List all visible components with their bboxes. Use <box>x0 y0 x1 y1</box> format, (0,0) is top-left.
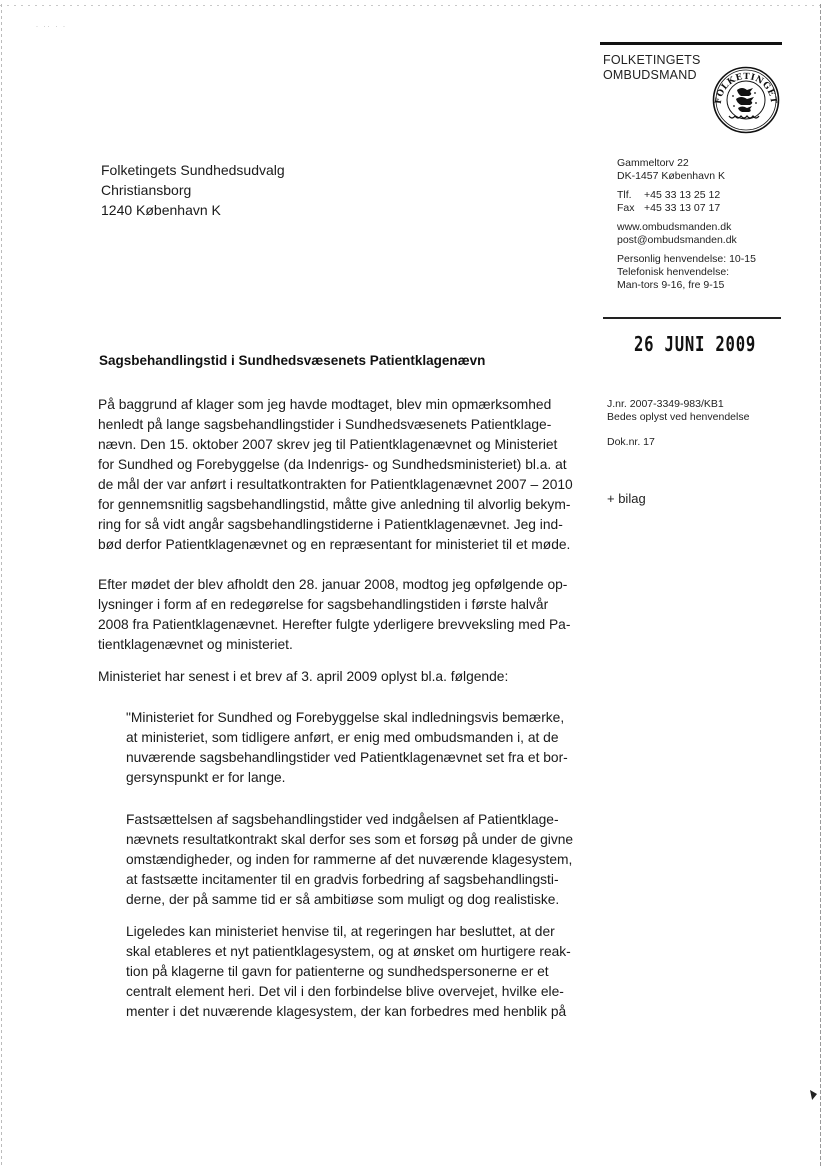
letterhead-org-name <box>603 53 701 83</box>
text-line: nævn. Den 15. oktober 2007 skrev jeg til Patientklagenævnet og Ministeriet <box>98 437 558 452</box>
reference-block <box>607 398 749 424</box>
text-line: derne, der på samme tid er så ambitiøse som muligt og dog realistiske. <box>126 892 560 907</box>
text-line: tientklagenævnet og ministeriet. <box>98 637 293 652</box>
hours-phone-label: Telefonisk henvendelse: <box>617 266 730 278</box>
sender-city: DK-1457 København K <box>617 170 725 182</box>
coat-of-arms-seal-icon <box>712 66 780 134</box>
reference-note: Bedes oplyst ved henvendelse <box>607 411 750 423</box>
scan-artifact: · ·· · · <box>36 24 67 30</box>
attachment-note: + bilag <box>607 491 646 506</box>
org-name-line1: FOLKETINGETS <box>603 53 701 67</box>
text-line: "Ministeriet for Sundhed og Forebyggelse skal indledningsvis bemærke, <box>126 710 565 725</box>
quote-paragraph-1 <box>126 708 586 788</box>
office-hours <box>617 253 756 292</box>
fax-row <box>617 202 756 215</box>
hours-phone: Man-tors 9-16, fre 9-15 <box>617 279 725 291</box>
recipient-line3: 1240 København K <box>101 202 221 218</box>
quote-paragraph-2 <box>126 810 586 910</box>
text-line: bød derfor Patientklagenævnet og en repræsentant for ministeriet til et møde. <box>98 537 571 552</box>
phone-number: +45 33 13 25 12 <box>644 189 721 201</box>
text-line: gersynspunkt er for lange. <box>126 770 286 785</box>
phone-row <box>617 189 756 202</box>
date-stamp: 26 JUNI 2009 <box>634 332 757 356</box>
paragraph-2 <box>98 575 578 655</box>
text-line: lysninger i form af en redegørelse for sagsbehandlingstiden i første halvår <box>98 597 549 612</box>
email: post@ombudsmanden.dk <box>617 234 737 246</box>
text-line: På baggrund af klager som jeg havde modtaget, blev min opmærksomhed <box>98 397 552 412</box>
recipient-address <box>101 160 285 220</box>
text-line: omstændigheder, og inden for rammerne af det nuværende klagesystem, <box>126 852 573 867</box>
document-number: Dok.nr. 17 <box>607 436 655 448</box>
text-line: at ministeriet, som tidligere anført, er enig med ombudsmanden i, at de <box>126 730 559 745</box>
text-line: centralt element heri. Det vil i den forbindelse blive overvejet, hvilke ele- <box>126 984 564 999</box>
text-line: menter i det nuværende klagesystem, der kan forbedres med henblik på <box>126 1004 567 1019</box>
web-email <box>617 221 756 247</box>
phone-label: Tlf. <box>617 189 632 201</box>
scan-edge-top <box>0 5 825 6</box>
hours-personal: Personlig henvendelse: 10-15 <box>617 253 756 265</box>
seal-text: FOLKETINGET <box>713 71 779 105</box>
text-line: for gennemsnitlig sagsbehandlingstid, måtte give anledning til alvorlig bekym- <box>98 497 571 512</box>
sender-street: Gammeltorv 22 <box>617 157 689 169</box>
quote-paragraph-3 <box>126 922 586 1022</box>
text-line: at fastsætte incitamenter til en gradvis forbedring af sagsbehandlingsti- <box>126 872 559 887</box>
text-line: ring for så vidt angår sagsbehandlingstiderne i Patientklagenævnet. Jeg ind- <box>98 517 563 532</box>
phone-fax <box>617 189 756 215</box>
recipient-line1: Folketingets Sundhedsudvalg <box>101 162 285 178</box>
scan-artifact-corner <box>810 1090 817 1100</box>
contact-block <box>617 157 756 298</box>
letterhead-rule <box>600 42 782 45</box>
text-line: Ligeledes kan ministeriet henvise til, at regeringen har besluttet, at der <box>126 924 555 939</box>
fax-number: +45 33 13 07 17 <box>644 202 721 214</box>
text-line: nuværende sagsbehandlingstider ved Patientklagenævnet set fra et bor- <box>126 750 568 765</box>
paragraph-3 <box>98 667 578 687</box>
text-line: nævnets resultatkontrakt skal derfor ses som et forsøg på under de givne <box>126 832 574 847</box>
text-line: de mål der var anført i resultatkontrakten for Patientklagenævnet 2007 – 2010 <box>98 477 573 492</box>
letter-subject: Sagsbehandlingstid i Sundhedsvæsenets Patientklagenævn <box>99 353 486 368</box>
scan-edge-right <box>820 4 821 1168</box>
text-line: henledt på lange sagsbehandlingstider i Sundhedsvæsenets Patientklage- <box>98 417 552 432</box>
text-line: Fastsættelsen af sagsbehandlingstider ved indgåelsen af Patientklage- <box>126 812 559 827</box>
org-name-line2: OMBUDSMAND <box>603 68 697 82</box>
recipient-line2: Christiansborg <box>101 182 192 198</box>
scan-edge-left <box>1 4 2 1168</box>
journal-number: J.nr. 2007-3349-983/KB1 <box>607 398 724 410</box>
paragraph-1 <box>98 395 578 555</box>
text-line: Efter mødet der blev afholdt den 28. januar 2008, modtog jeg opfølgende op- <box>98 577 568 592</box>
text-line: Ministeriet har senest i et brev af 3. april 2009 oplyst bl.a. følgende: <box>98 669 509 684</box>
fax-label: Fax <box>617 202 635 214</box>
text-line: tion på klagerne til gavn for patienterne og sundhedspersonerne er et <box>126 964 549 979</box>
sidebar-rule <box>603 317 781 319</box>
text-line: skal etableres et nyt patientklagesystem, og at ønsket om hurtigere reak- <box>126 944 571 959</box>
website: www.ombudsmanden.dk <box>617 221 732 233</box>
text-line: for Sundhed og Forebyggelse (da Indenrigs- og Sundhedsministeriet) bl.a. at <box>98 457 567 472</box>
text-line: 2008 fra Patientklagenævnet. Herefter fulgte yderligere brevveksling med Pa- <box>98 617 571 632</box>
sender-address <box>617 157 756 183</box>
